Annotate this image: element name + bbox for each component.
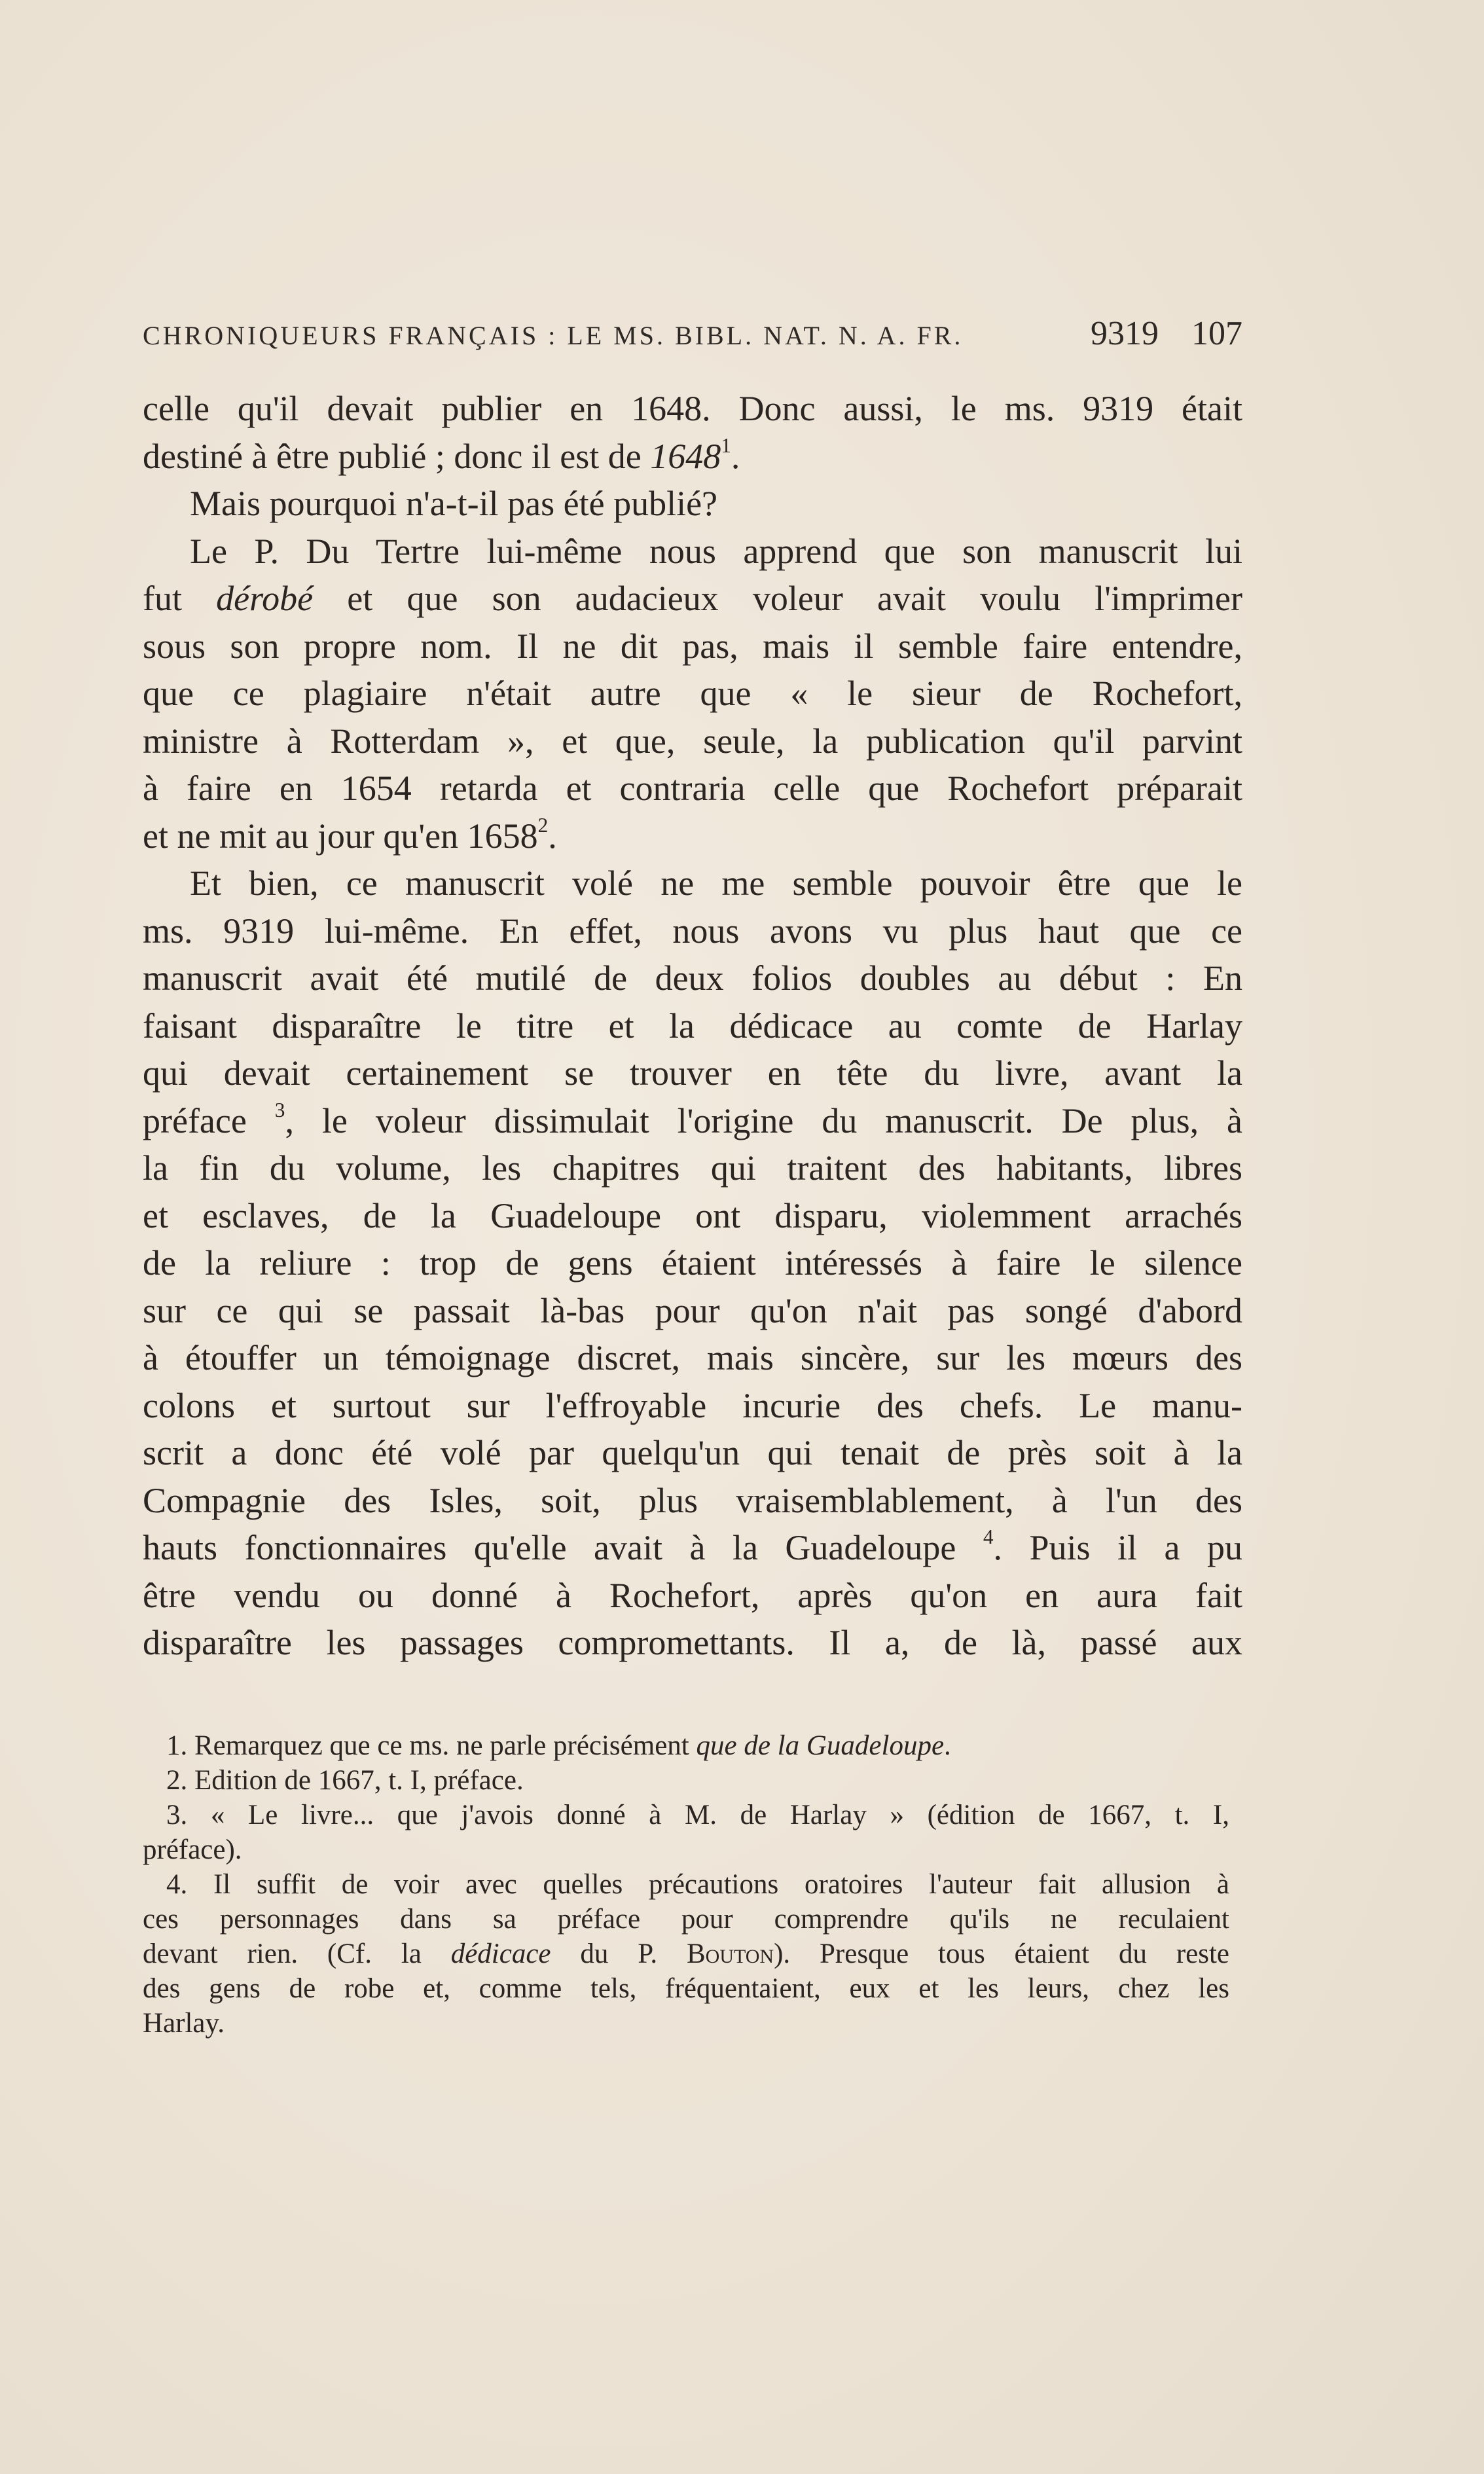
text-line: et esclaves, de la Guadeloupe ont disparu, violemment arrachés — [143, 1195, 1242, 1235]
text-line: sous son propre nom. Il ne dit pas, mais il semble faire entendre, — [143, 626, 1242, 666]
text-line: à faire en 1654 retarda et contraria celle que Rochefort préparait — [143, 769, 1242, 808]
page-number: 107 — [1191, 315, 1242, 352]
text-line: manuscrit avait été mutilé de deux folios doubles au début : En — [143, 958, 1242, 998]
text-span: et ne mit au jour qu'en 1658 — [143, 816, 538, 856]
footnote-3: 3. « Le livre... que j'avois donné à M. de Harlay » (édition de 1667, t. I, — [166, 1800, 1229, 1830]
ms-number: 9319 — [1091, 315, 1159, 352]
text-line: être vendu ou donné à Rochefort, après qu'on en aura fait — [143, 1575, 1242, 1615]
text-span: 1. Remarquez que ce ms. ne parle précisément — [166, 1730, 697, 1761]
text-line: colons et surtout sur l'effroyable incurie des chefs. Le manu- — [143, 1385, 1242, 1425]
footnote-4-cont: des gens de robe et, comme tels, fréquentaient, eux et les leurs, chez les — [143, 1973, 1229, 2004]
text-span: et que son audacieux voleur avait voulu l'imprimer — [313, 579, 1242, 618]
running-head — [143, 314, 1242, 353]
text-line: scrit a donc été volé par quelqu'un qui tenait de près soit à la — [143, 1433, 1242, 1472]
footnote-2: 2. Edition de 1667, t. I, préface. — [166, 1765, 524, 1796]
footnote-4-cont: ces personnages dans sa préface pour comprendre qu'ils ne reculaient — [143, 1904, 1229, 1935]
text-line: ms. 9319 lui-même. En effet, nous avons vu plus haut que ce — [143, 911, 1242, 951]
text-span: préface — [143, 1101, 275, 1140]
text-line: que ce plagiaire n'était autre que « le sieur de Rochefort, — [143, 674, 1242, 713]
text-span: . — [944, 1730, 951, 1761]
running-head-numbers — [1091, 314, 1242, 353]
footnote-4-cont: Harlay. — [143, 2008, 225, 2039]
footnote-4-cont — [143, 1937, 1229, 1971]
text-line — [143, 1097, 1242, 1145]
text-line — [143, 1524, 1242, 1572]
text-span: devant rien. (Cf. la — [143, 1938, 451, 1969]
running-head-title: CHRONIQUEURS FRANÇAIS : LE MS. BIBL. NAT. N. A. FR. — [143, 321, 964, 350]
text-line: sur ce qui se passait là-bas pour qu'on n'ait pas songé d'abord — [143, 1290, 1242, 1330]
text-line: Et bien, ce manuscrit volé ne me semble pouvoir être que le — [190, 864, 1242, 903]
text-span: , le voleur dissimulait l'origine du manuscrit. De plus, à — [285, 1101, 1242, 1140]
footnote-ref-1: 1 — [721, 433, 731, 457]
footnote-4: 4. Il suffit de voir avec quelles précautions oratoires l'auteur fait allusion à — [166, 1869, 1229, 1900]
text-line: à étouffer un témoignage discret, mais sincère, sur les mœurs des — [143, 1338, 1242, 1377]
text-line: la fin du volume, les chapitres qui traitent des habitants, libres — [143, 1148, 1242, 1188]
text-span: du P. — [551, 1938, 687, 1969]
text-line — [143, 812, 1242, 860]
text-span: destiné à être publié ; donc il est de — [143, 436, 651, 476]
italic-phrase: que de la Guadeloupe — [696, 1730, 945, 1761]
text-span: . — [548, 816, 557, 856]
text-span: fut — [143, 579, 217, 618]
footnote-ref-3: 3 — [274, 1098, 285, 1121]
year-italic: 1648 — [650, 436, 721, 476]
text-span: ). Presque tous étaient du reste — [774, 1938, 1229, 1969]
text-line: de la reliure : trop de gens étaient intéressés à faire le silence — [143, 1243, 1242, 1282]
text-line: Compagnie des Isles, soit, plus vraisemblablement, à l'un des — [143, 1480, 1242, 1520]
text-line: faisant disparaître le titre et la dédicace au comte de Harlay — [143, 1006, 1242, 1046]
footnotes — [143, 1728, 1229, 2041]
text-line: disparaître les passages compromettants. Il a, de là, passé aux — [143, 1623, 1242, 1662]
text-span: hauts fonctionnaires qu'elle avait à la Guadeloupe — [143, 1528, 983, 1567]
text-line: ministre à Rotterdam », et que, seule, la publication qu'il parvint — [143, 721, 1242, 761]
body-text — [143, 385, 1242, 1667]
footnote-ref-4: 4 — [983, 1525, 994, 1549]
text-span: . — [731, 436, 740, 476]
italic-word: dérobé — [216, 579, 314, 618]
text-line — [143, 433, 1242, 481]
italic-word: dédicace — [450, 1938, 551, 1969]
text-line: Le P. Du Tertre lui-même nous apprend que son manuscrit lui — [190, 531, 1242, 571]
text-line: Mais pourquoi n'a-t-il pas été publié? — [190, 484, 718, 523]
text-span: . Puis il a pu — [993, 1528, 1242, 1567]
footnote-1 — [143, 1728, 1229, 1763]
small-caps-name: Bouton — [686, 1938, 774, 1969]
footnote-ref-2: 2 — [537, 813, 549, 837]
footnote-3-cont: préface). — [143, 1834, 242, 1865]
text-line — [143, 575, 1242, 623]
text-line: qui devait certainement se trouver en tête du livre, avant la — [143, 1053, 1242, 1093]
text-line: celle qu'il devait publier en 1648. Donc aussi, le ms. 9319 était — [143, 389, 1242, 428]
